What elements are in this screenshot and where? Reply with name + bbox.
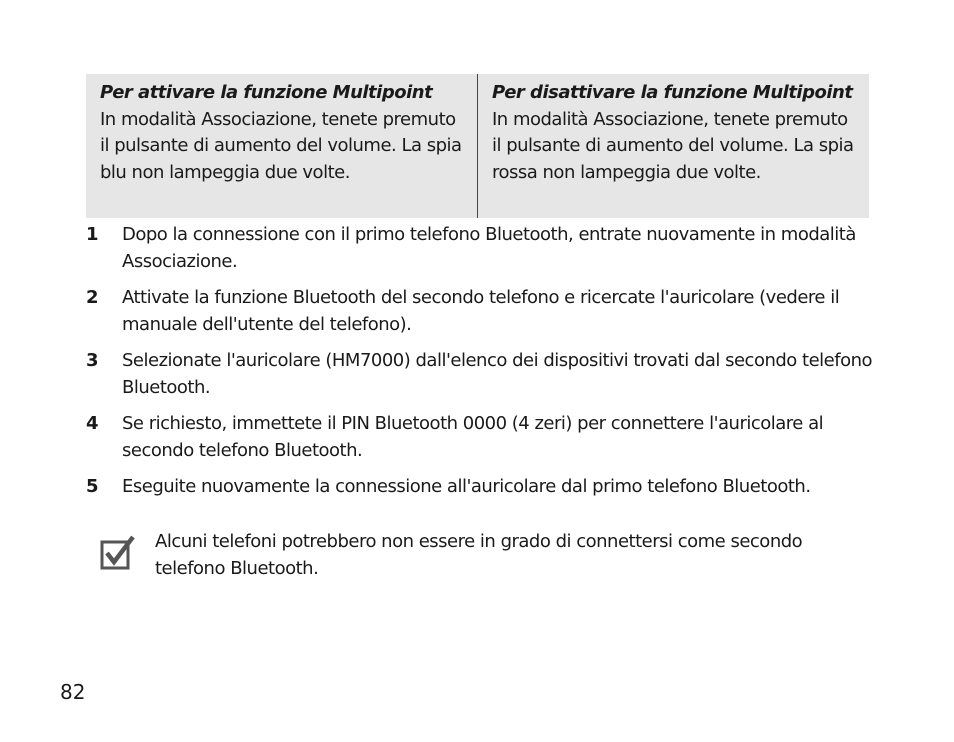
step-item: [86, 474, 876, 501]
note-check-icon: [100, 534, 136, 570]
deactivate-multipoint-body: In modalità Associazione, tenete premuto il pulsante di aumento del volume. La spia rossa non lampeggia due volte.: [492, 108, 854, 183]
step-text: Attivate la funzione Bluetooth del secondo telefono e ricercate l'auricolare (vedere il manuale dell'utente del telefono).: [122, 287, 840, 335]
step-number: 3: [86, 350, 99, 371]
step-number: 2: [86, 287, 99, 308]
step-number: 5: [86, 476, 99, 497]
multipoint-table: [86, 74, 869, 218]
step-item: [86, 348, 876, 401]
step-item: [86, 222, 876, 275]
step-text: Selezionate l'auricolare (HM7000) dall'elenco dei dispositivi trovati dal secondo telefono Bluetooth.: [122, 350, 872, 398]
page-number: 82: [60, 680, 86, 704]
activate-multipoint-title: Per attivare la funzione Multipoint: [100, 82, 433, 103]
deactivate-multipoint-title: Per disattivare la funzione Multipoint: [492, 82, 853, 103]
step-text: Se richiesto, immettete il PIN Bluetooth 0000 (4 zeri) per connettere l'auricolare al secondo telefono Bluetooth.: [122, 413, 824, 461]
deactivate-multipoint-cell: [478, 74, 869, 218]
step-item: [86, 285, 876, 338]
step-text: Eseguite nuovamente la connessione all'auricolare dal primo telefono Bluetooth.: [122, 476, 811, 497]
activate-multipoint-cell: [86, 74, 478, 218]
step-number: 1: [86, 224, 99, 245]
step-text: Dopo la connessione con il primo telefono Bluetooth, entrate nuovamente in modalità Associazione.: [122, 224, 856, 272]
note-box: [100, 529, 860, 582]
note-text: Alcuni telefoni potrebbero non essere in grado di connettersi come secondo telefono Bluetooth.: [155, 531, 803, 579]
step-item: [86, 411, 876, 464]
activate-multipoint-body: In modalità Associazione, tenete premuto il pulsante di aumento del volume. La spia blu non lampeggia due volte.: [100, 108, 462, 183]
step-list: [86, 222, 876, 511]
step-number: 4: [86, 413, 99, 434]
